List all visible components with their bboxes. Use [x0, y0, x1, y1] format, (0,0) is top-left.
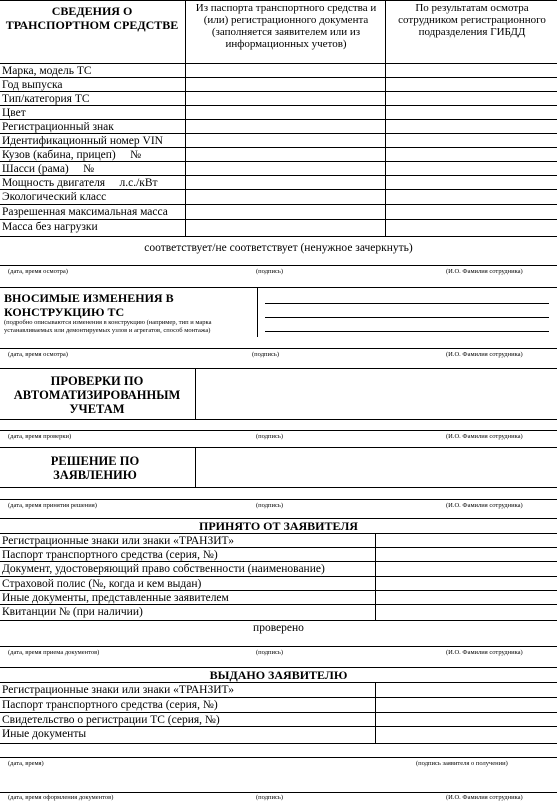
sig-date-label: (дата, время осмотра) [8, 268, 68, 275]
top-border [0, 0, 557, 1]
decision-divider [195, 447, 196, 487]
vehicle-row-label: Экологический класс [2, 191, 107, 203]
received-row-label: Документ, удостоверяющий право собственности (наименование) [2, 563, 325, 575]
issued-row-label: Иные документы [2, 728, 87, 740]
received-row [0, 576, 557, 591]
received-row [0, 533, 557, 548]
sig-date-label: (дата, время оформления документов) [8, 794, 114, 801]
issued-row-label: Свидетельство о регистрации ТС (серия, №) [2, 714, 220, 726]
signature-line [0, 430, 557, 431]
vehicle-row-label: Разрешенная максимальная масса [2, 206, 168, 218]
sig-signature-label: (подпись) [256, 502, 283, 509]
sig-date-label: (дата, время принятия решения) [8, 502, 97, 509]
table-bottom-line [0, 236, 557, 237]
section-line [0, 287, 557, 288]
received-row-label: Квитанции № (при наличии) [2, 606, 143, 618]
vehicle-row-label: Шасси (рама) № [2, 163, 95, 175]
issued-row-label: Регистрационные знаки или знаки «ТРАНЗИТ» [2, 684, 235, 696]
vehicle-row [0, 63, 557, 78]
sig-name-label: (И.О. Фамилия сотрудника) [446, 351, 523, 358]
vehicle-row [0, 133, 557, 148]
vehicle-row-label: Мощность двигателя л.с./кВт [2, 177, 158, 189]
header-col1: СВЕДЕНИЯ О ТРАНСПОРТНОМ СРЕДСТВЕ [5, 4, 179, 32]
changes-title: ВНОСИМЫЕ ИЗМЕНЕНИЯ В КОНСТРУКЦИЮ ТС [4, 291, 174, 319]
sig-date-label: (дата, время проверки) [8, 433, 72, 440]
vehicle-row-label: Марка, модель ТС [2, 65, 92, 77]
vehicle-row [0, 147, 557, 162]
checks-divider [195, 368, 196, 419]
received-row-label: Паспорт транспортного средства (серия, №) [2, 549, 218, 561]
vehicle-row-label: Масса без нагрузки [2, 221, 98, 233]
sig-name-label: (И.О. Фамилия сотрудника) [446, 649, 523, 656]
vehicle-row-label: Регистрационный знак [2, 121, 114, 133]
vehicle-row [0, 204, 557, 219]
sig-date-label: (дата, время осмотра) [8, 351, 68, 358]
received-row [0, 590, 557, 605]
received-row [0, 561, 557, 576]
table-bottom-line [0, 743, 557, 744]
sig-signature-label: (подпись) [252, 351, 279, 358]
vehicle-row [0, 189, 557, 204]
sig-date-label: (дата, время) [8, 760, 44, 767]
section-line [0, 447, 557, 448]
header-col2: Из паспорта транспортного средства и (или) регистрационного документа (заполняется заявителем или из информационных учетов) [195, 2, 377, 50]
section-line [0, 419, 557, 420]
vehicle-row [0, 91, 557, 106]
changes-write-line [265, 317, 549, 318]
issued-row [0, 697, 557, 712]
signature-line [0, 348, 557, 349]
vehicle-row-label: Тип/категория ТС [2, 93, 90, 105]
sig-applicant-label: (подпись заявителя о получении) [416, 760, 508, 767]
sig-date-label: (дата, время приема документов) [8, 649, 100, 656]
signature-line [0, 792, 557, 793]
decision-title: РЕШЕНИЕ ПО ЗАЯВЛЕНИЮ [50, 454, 140, 482]
vehicle-row-label: Цвет [2, 107, 26, 119]
sig-name-label: (И.О. Фамилия сотрудника) [446, 268, 523, 275]
sig-signature-label: (подпись) [256, 433, 283, 440]
changes-note: (подробно описываются изменения в конструкцию (например, тип и марка устанавливаемых или демонтируемых узлов и агрегатов, способ монтажа) [4, 319, 212, 334]
conformity-text: соответствует/не соответствует (ненужное зачеркнуть) [144, 242, 413, 254]
section-line [0, 487, 557, 488]
vehicle-row-label: Идентификационный номер VIN [2, 135, 163, 147]
header-col3: По результатам осмотра сотрудником регистрационного подразделения ГИБДД [398, 2, 546, 38]
vehicle-row-label: Кузов (кабина, прицеп) № [2, 149, 142, 161]
section-line [0, 368, 557, 369]
signature-line [0, 265, 557, 266]
sig-signature-label: (подпись) [256, 649, 283, 656]
sig-signature-label: (подпись) [256, 268, 283, 275]
checks-title: ПРОВЕРКИ ПО АВТОМАТИЗИРОВАННЫМ УЧЕТАМ [13, 374, 181, 416]
received-row-label: Иные документы, представленные заявителем [2, 592, 229, 604]
received-row-label: Страховой полис (№, когда и кем выдан) [2, 578, 202, 590]
sig-name-label: (И.О. Фамилия сотрудника) [446, 794, 523, 801]
checked-text: проверено [253, 622, 304, 634]
signature-line [0, 757, 557, 758]
issued-row [0, 682, 557, 697]
issued-row [0, 712, 557, 727]
changes-write-line [265, 331, 549, 332]
signature-line [0, 499, 557, 500]
vehicle-row [0, 105, 557, 120]
issued-row [0, 726, 557, 741]
signature-line [0, 646, 557, 647]
sig-name-label: (И.О. Фамилия сотрудника) [446, 502, 523, 509]
received-title: ПРИНЯТО ОТ ЗАЯВИТЕЛЯ [199, 519, 358, 533]
issued-row-label: Паспорт транспортного средства (серия, №) [2, 699, 218, 711]
vehicle-row [0, 219, 557, 234]
vehicle-row [0, 175, 557, 190]
vehicle-row [0, 161, 557, 176]
vehicle-row-label: Год выпуска [2, 79, 63, 91]
changes-write-line [265, 303, 549, 304]
vehicle-row [0, 77, 557, 92]
sig-signature-label: (подпись) [256, 794, 283, 801]
issued-title: ВЫДАНО ЗАЯВИТЕЛЮ [209, 668, 348, 682]
vehicle-row [0, 119, 557, 134]
changes-divider [257, 287, 258, 337]
received-row-label: Регистрационные знаки или знаки «ТРАНЗИТ» [2, 535, 235, 547]
received-row [0, 547, 557, 562]
sig-name-label: (И.О. Фамилия сотрудника) [446, 433, 523, 440]
received-row [0, 604, 557, 619]
